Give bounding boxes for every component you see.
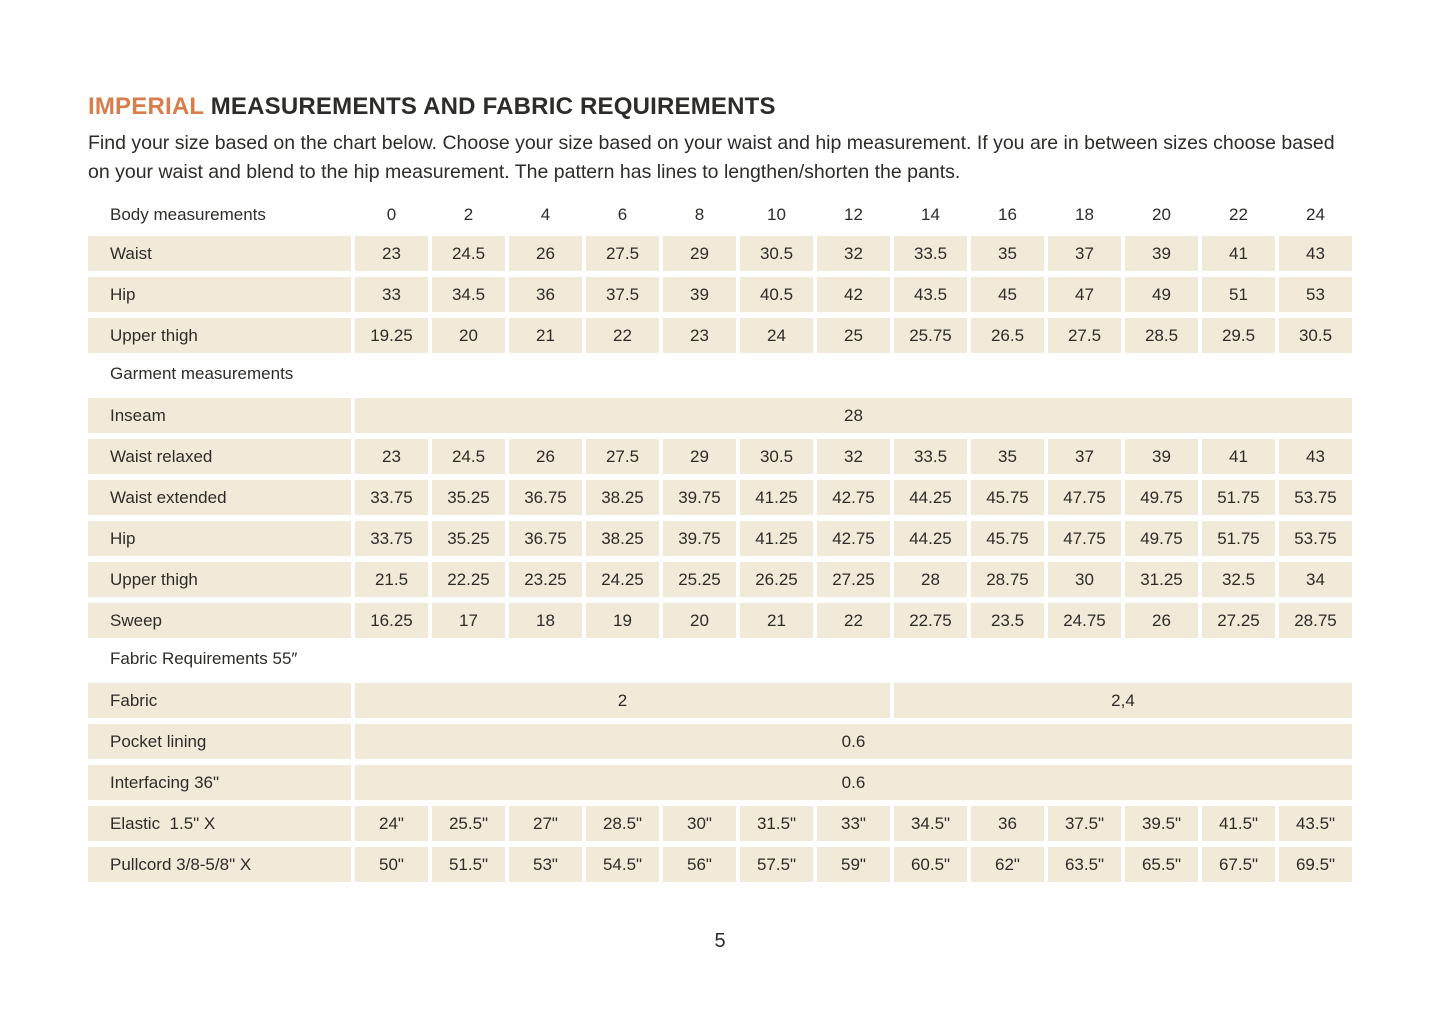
value-cell: 31.25 xyxy=(1125,562,1198,597)
table-row xyxy=(88,277,1352,312)
value-cell: 65.5" xyxy=(1125,847,1198,882)
row-label: Pullcord 3/8-5/8" X xyxy=(88,847,351,882)
value-cell: 38.25 xyxy=(586,480,659,515)
table-row xyxy=(88,521,1352,556)
size-column-header: 22 xyxy=(1229,205,1248,224)
value-cell: 22 xyxy=(817,603,890,638)
value-cell: 34.5 xyxy=(432,277,505,312)
value-cell: 30 xyxy=(1048,562,1121,597)
value-cell: 39.5" xyxy=(1125,806,1198,841)
value-cell: 31.5" xyxy=(740,806,813,841)
value-cell: 28.5" xyxy=(586,806,659,841)
value-cell: 50" xyxy=(355,847,428,882)
value-cell: 51.75 xyxy=(1202,480,1275,515)
page-title xyxy=(88,93,1355,121)
value-cell: 47.75 xyxy=(1048,480,1121,515)
value-cell: 24.75 xyxy=(1048,603,1121,638)
value-cell: 51.75 xyxy=(1202,521,1275,556)
value-cell: 25.25 xyxy=(663,562,736,597)
value-cell: 41.25 xyxy=(740,480,813,515)
value-cell: 36.75 xyxy=(509,521,582,556)
value-cell: 45.75 xyxy=(971,521,1044,556)
value-cell: 56" xyxy=(663,847,736,882)
row-label: Inseam xyxy=(88,398,351,433)
row-label: Upper thigh xyxy=(88,562,351,597)
value-cell: 35.25 xyxy=(432,480,505,515)
value-cell: 19 xyxy=(586,603,659,638)
row-label: Interfacing 36" xyxy=(88,765,351,800)
value-cell: 23.5 xyxy=(971,603,1044,638)
value-cell: 25.75 xyxy=(894,318,967,353)
value-cell: 41 xyxy=(1202,236,1275,271)
size-column-header: 8 xyxy=(694,205,705,224)
column-header-label: Body measurements xyxy=(110,205,266,224)
value-cell: 37 xyxy=(1048,439,1121,474)
value-cell: 57.5" xyxy=(740,847,813,882)
value-cell: 37.5 xyxy=(586,277,659,312)
value-cell: 26 xyxy=(509,236,582,271)
value-cell: 28.5 xyxy=(1125,318,1198,353)
row-label: Hip xyxy=(88,521,351,556)
value-cell: 30.5 xyxy=(1279,318,1352,353)
size-column-header: 18 xyxy=(1075,205,1094,224)
value-cell: 39.75 xyxy=(663,521,736,556)
value-cell: 33.5 xyxy=(894,236,967,271)
value-cell: 51.5" xyxy=(432,847,505,882)
value-cell: 38.25 xyxy=(586,521,659,556)
value-cell: 35 xyxy=(971,439,1044,474)
value-cell: 39 xyxy=(1125,439,1198,474)
value-cell: 25 xyxy=(817,318,890,353)
size-column-header: 14 xyxy=(921,205,940,224)
value-cell: 26.25 xyxy=(740,562,813,597)
value-cell: 22 xyxy=(586,318,659,353)
value-cell: 49 xyxy=(1125,277,1198,312)
value-cell: 33.75 xyxy=(355,480,428,515)
row-label: Hip xyxy=(88,277,351,312)
value-cell: 28.75 xyxy=(971,562,1044,597)
value-cell: 29.5 xyxy=(1202,318,1275,353)
value-cell: 28.75 xyxy=(1279,603,1352,638)
value-cell: 33 xyxy=(355,277,428,312)
merged-value-cell: 2,4 xyxy=(894,683,1352,718)
row-label: Waist extended xyxy=(88,480,351,515)
size-column-header: 6 xyxy=(617,205,628,224)
value-cell: 20 xyxy=(663,603,736,638)
value-cell: 37.5" xyxy=(1048,806,1121,841)
page-title-highlight: IMPERIAL xyxy=(88,93,204,120)
merged-value-cell: 0.6 xyxy=(355,724,1352,759)
row-label: Waist relaxed xyxy=(88,439,351,474)
table-row xyxy=(88,480,1352,515)
table-row xyxy=(88,603,1352,638)
value-cell: 28 xyxy=(894,562,967,597)
value-cell: 22.75 xyxy=(894,603,967,638)
value-cell: 40.5 xyxy=(740,277,813,312)
value-cell: 22.25 xyxy=(432,562,505,597)
merged-value-cell: 0.6 xyxy=(355,765,1352,800)
value-cell: 35 xyxy=(971,236,1044,271)
value-cell: 37 xyxy=(1048,236,1121,271)
value-cell: 47 xyxy=(1048,277,1121,312)
table-row xyxy=(88,439,1352,474)
value-cell: 32 xyxy=(817,439,890,474)
value-cell: 42.75 xyxy=(817,480,890,515)
value-cell: 18 xyxy=(509,603,582,638)
merged-value-cell: 2 xyxy=(355,683,890,718)
table-row xyxy=(88,562,1352,597)
value-cell: 39 xyxy=(1125,236,1198,271)
value-cell: 42 xyxy=(817,277,890,312)
value-cell: 26 xyxy=(509,439,582,474)
value-cell: 59" xyxy=(817,847,890,882)
value-cell: 23.25 xyxy=(509,562,582,597)
value-cell: 63.5" xyxy=(1048,847,1121,882)
value-cell: 17 xyxy=(432,603,505,638)
table-row xyxy=(88,724,1352,759)
intro-text: Find your size based on the chart below. Choose your size based on your waist and hip measurement. If you are in between sizes choose based on your waist and blend to the hip measurement. The pattern has lines to lengthen/shorten the pants. xyxy=(88,132,1335,183)
value-cell: 62" xyxy=(971,847,1044,882)
row-label: Fabric xyxy=(88,683,351,718)
value-cell: 34 xyxy=(1279,562,1352,597)
value-cell: 39 xyxy=(663,277,736,312)
measurement-table xyxy=(88,202,1352,882)
value-cell: 53.75 xyxy=(1279,480,1352,515)
value-cell: 44.25 xyxy=(894,480,967,515)
value-cell: 26.5 xyxy=(971,318,1044,353)
value-cell: 21.5 xyxy=(355,562,428,597)
value-cell: 24 xyxy=(740,318,813,353)
value-cell: 44.25 xyxy=(894,521,967,556)
page-title-rest: MEASUREMENTS AND FABRIC REQUIREMENTS xyxy=(203,93,776,120)
value-cell: 29 xyxy=(663,439,736,474)
size-column-header: 12 xyxy=(844,205,863,224)
size-column-header: 10 xyxy=(767,205,786,224)
value-cell: 24" xyxy=(355,806,428,841)
row-label: Pocket lining xyxy=(88,724,351,759)
value-cell: 41.5" xyxy=(1202,806,1275,841)
value-cell: 26 xyxy=(1125,603,1198,638)
value-cell: 45.75 xyxy=(971,480,1044,515)
table-row xyxy=(88,806,1352,841)
value-cell: 47.75 xyxy=(1048,521,1121,556)
table-row xyxy=(88,683,1352,718)
value-cell: 24.5 xyxy=(432,236,505,271)
value-cell: 24.25 xyxy=(586,562,659,597)
value-cell: 27.25 xyxy=(1202,603,1275,638)
value-cell: 43 xyxy=(1279,439,1352,474)
table-row xyxy=(88,318,1352,353)
value-cell: 21 xyxy=(740,603,813,638)
value-cell: 23 xyxy=(355,236,428,271)
section-header: Fabric Requirements 55″ xyxy=(110,649,298,668)
value-cell: 36 xyxy=(971,806,1044,841)
value-cell: 25.5" xyxy=(432,806,505,841)
table-row xyxy=(88,765,1352,800)
value-cell: 32.5 xyxy=(1202,562,1275,597)
value-cell: 24.5 xyxy=(432,439,505,474)
value-cell: 29 xyxy=(663,236,736,271)
value-cell: 69.5" xyxy=(1279,847,1352,882)
table-row xyxy=(88,236,1352,271)
value-cell: 42.75 xyxy=(817,521,890,556)
value-cell: 39.75 xyxy=(663,480,736,515)
row-label: Elastic 1.5" X xyxy=(88,806,351,841)
value-cell: 20 xyxy=(432,318,505,353)
value-cell: 51 xyxy=(1202,277,1275,312)
value-cell: 49.75 xyxy=(1125,480,1198,515)
page-number: 5 xyxy=(714,930,726,952)
value-cell: 16.25 xyxy=(355,603,428,638)
value-cell: 49.75 xyxy=(1125,521,1198,556)
size-column-header: 4 xyxy=(540,205,551,224)
value-cell: 30.5 xyxy=(740,236,813,271)
value-cell: 36 xyxy=(509,277,582,312)
value-cell: 23 xyxy=(663,318,736,353)
value-cell: 27.5 xyxy=(1048,318,1121,353)
value-cell: 19.25 xyxy=(355,318,428,353)
value-cell: 43.5 xyxy=(894,277,967,312)
value-cell: 41.25 xyxy=(740,521,813,556)
value-cell: 36.75 xyxy=(509,480,582,515)
value-cell: 27.5 xyxy=(586,439,659,474)
row-label: Upper thigh xyxy=(88,318,351,353)
value-cell: 33.5 xyxy=(894,439,967,474)
value-cell: 33.75 xyxy=(355,521,428,556)
section-header: Garment measurements xyxy=(110,364,294,383)
value-cell: 27.25 xyxy=(817,562,890,597)
size-column-header: 16 xyxy=(998,205,1017,224)
row-label: Sweep xyxy=(88,603,351,638)
row-label: Waist xyxy=(88,236,351,271)
value-cell: 23 xyxy=(355,439,428,474)
table-row xyxy=(88,398,1352,433)
size-column-header: 24 xyxy=(1306,205,1325,224)
value-cell: 21 xyxy=(509,318,582,353)
value-cell: 41 xyxy=(1202,439,1275,474)
value-cell: 33" xyxy=(817,806,890,841)
size-column-header: 0 xyxy=(386,205,397,224)
size-column-header: 2 xyxy=(463,205,474,224)
size-column-header: 20 xyxy=(1152,205,1171,224)
value-cell: 45 xyxy=(971,277,1044,312)
table-row xyxy=(88,847,1352,882)
value-cell: 32 xyxy=(817,236,890,271)
value-cell: 27.5 xyxy=(586,236,659,271)
merged-value-cell: 28 xyxy=(355,398,1352,433)
value-cell: 35.25 xyxy=(432,521,505,556)
value-cell: 34.5" xyxy=(894,806,967,841)
value-cell: 60.5" xyxy=(894,847,967,882)
value-cell: 53.75 xyxy=(1279,521,1352,556)
value-cell: 53 xyxy=(1279,277,1352,312)
value-cell: 67.5" xyxy=(1202,847,1275,882)
value-cell: 53" xyxy=(509,847,582,882)
value-cell: 43 xyxy=(1279,236,1352,271)
value-cell: 27" xyxy=(509,806,582,841)
value-cell: 30.5 xyxy=(740,439,813,474)
value-cell: 54.5" xyxy=(586,847,659,882)
value-cell: 43.5" xyxy=(1279,806,1352,841)
table-header-row xyxy=(88,202,1352,228)
value-cell: 30" xyxy=(663,806,736,841)
